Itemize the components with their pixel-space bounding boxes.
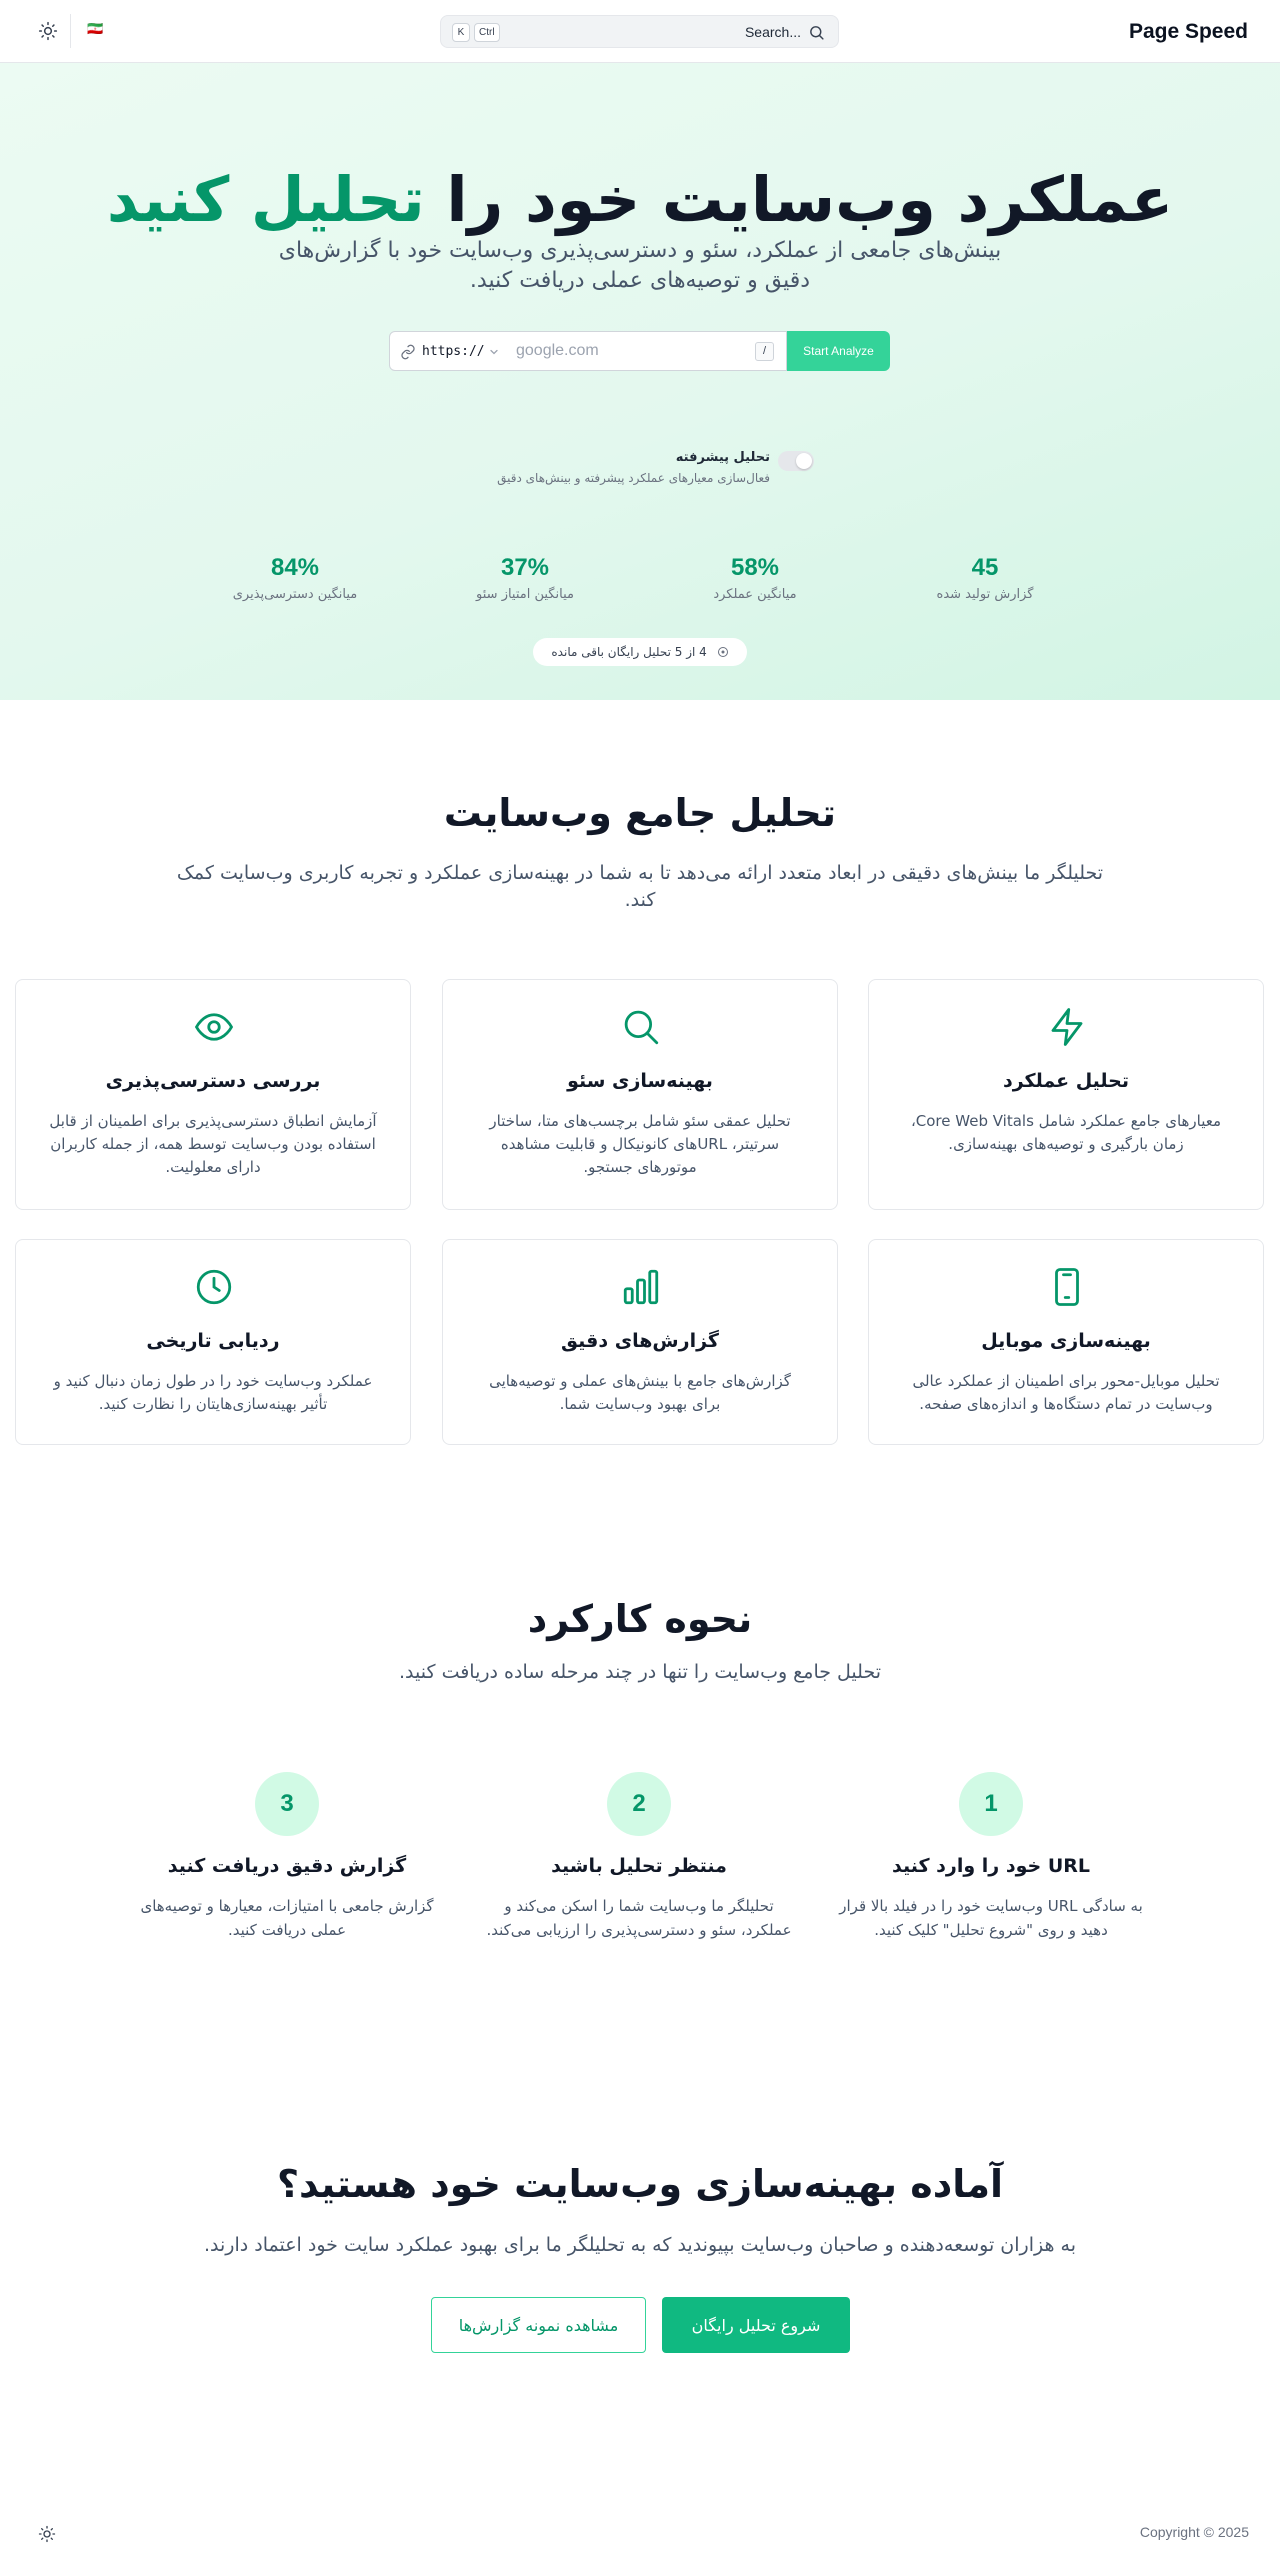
advanced-label: تحلیل پیشرفته [675,450,770,465]
sun-icon[interactable] [38,2525,56,2543]
search-icon [808,24,825,41]
features-section [0,700,1280,1556]
feature-card-mobile [868,1239,1264,1445]
card-description: آزمایش انطباق دسترسی‌پذیری برای اطمینان از قابل استفاده بودن وب‌سایت توسط همه، از جمله کاربران دارای معلولیت. [49,1112,377,1176]
language-switch[interactable]: 🇮🇷 [87,22,104,37]
cta-section [0,2101,1280,2514]
step-title: گزارش دقیق دریافت کنید [167,1855,407,1877]
url-input[interactable] [512,331,787,371]
scheme-value: https:// [422,344,485,359]
advanced-description: فعال‌سازی معیارهای عملکرد پیشرفته و بینش‌های دقیق [497,471,770,485]
feature-card-reports [442,1239,838,1445]
view-sample-reports-button[interactable]: مشاهده نمونه گزارش‌ها [431,2297,646,2353]
feature-card-performance [868,979,1264,1210]
how-it-works-section [0,1556,1280,2101]
step-3 [112,1772,462,1942]
header-divider [70,14,71,48]
feature-card-accessibility [15,979,411,1210]
card-description: معیارهای جامع عملکرد شامل Core Web Vitals، زمان بارگیری و توصیه‌های بهینه‌سازی. [910,1112,1222,1153]
card-title: بهینه‌سازی موبایل [981,1330,1151,1352]
copyright-text: Copyright © 2025 [1139,2524,1249,2540]
card-description: تحلیل عمقی سئو شامل برچسب‌های متا، ساختار سرتیتر، URLهای کانونیکال و قابلیت مشاهده موتورهای جستجو. [489,1112,791,1176]
brand-logo[interactable]: Page Speed [1128,20,1248,43]
card-description: عملکرد وب‌سایت خود را در طول زمان دنبال کنید و تأثیر بهینه‌سازی‌هایتان را نظارت کنید. [53,1372,373,1413]
start-free-analysis-button[interactable]: شروع تحلیل رایگان [662,2297,850,2353]
card-title: بهینه‌سازی سئو [567,1070,713,1092]
stat-accessibility [180,553,410,602]
card-title: گزارش‌های دقیق [561,1330,719,1352]
hero-title-main: عملکرد وب‌سایت خود را [446,163,1174,236]
bar-chart-icon [620,1266,662,1308]
stat-value: 58% [730,554,780,581]
step-description: به سادگی URL وب‌سایت خود را در فیلد بالا قرار دهید و روی "شروع تحلیل" کلیک کنید. [839,1897,1143,1939]
stat-value: 37% [500,554,550,581]
step-number: 1 [959,1772,1023,1836]
hero-section [0,63,1280,700]
toggle-knob [796,453,812,469]
cta-subtitle: به هزاران توسعه‌دهنده و صاحبان وب‌سایت بپیوندید که به تحلیلگر ما برای بهبود عملکرد سایت خود اعتماد دارند. [204,2234,1076,2256]
search-placeholder: Search... [744,24,801,40]
step-title: منتظر تحلیل باشید [551,1855,727,1877]
features-subtitle: تحلیلگر ما بینش‌های دقیقی در ابعاد متعدد ارائه می‌دهد تا به شما در بهینه‌سازی عملکرد و تجربه کاربری وب‌سایت کمک کند. [176,862,1104,911]
quota-text: 4 از 5 تحلیل رایگان باقی مانده [551,645,707,659]
stat-label: میانگین امتیاز سئو [476,587,574,602]
step-number: 3 [255,1772,319,1836]
bolt-icon [1046,1006,1088,1048]
stat-label: میانگین دسترسی‌پذیری [232,587,358,602]
step-description: گزارش جامعی با امتیازات، معیارها و توصیه‌های عملی دریافت کنید. [140,1897,434,1939]
chevron-down-icon [488,346,500,358]
top-navbar [0,0,1280,63]
hero-title-accent: تحلیل کنید [106,163,425,236]
step-1 [816,1772,1166,1942]
search-box[interactable] [440,15,839,48]
analyze-form [389,331,890,371]
stat-value: 84% [270,554,320,581]
shortcut-key-ctrl: Ctrl [474,23,500,42]
step-description: تحلیلگر ما وب‌سایت شما را اسکن می‌کند و عملکرد، سئو و دسترسی‌پذیری را ارزیابی می‌کند. [486,1897,792,1939]
stat-reports [870,553,1100,602]
stat-label: گزارش تولید شده [936,587,1034,602]
hero-subtitle: بینش‌های جامعی از عملکرد، سئو و دسترسی‌پذیری وب‌سایت خود با گزارش‌های دقیق و توصیه‌های عملی دریافت کنید. [278,238,1002,293]
card-title: بررسی دسترسی‌پذیری [105,1070,321,1092]
stat-seo [410,553,640,602]
free-quota-badge [533,638,747,666]
stat-label: میانگین عملکرد [713,587,797,602]
eye-icon [193,1006,235,1048]
card-description: گزارش‌های جامع با بینش‌های عملی و توصیه‌هایی برای بهبود وب‌سایت شما. [489,1372,791,1413]
advanced-toggle[interactable] [778,451,814,471]
card-title: ردیابی تاریخی [146,1330,280,1352]
link-icon [400,344,416,360]
feature-card-seo [442,979,838,1210]
sun-icon[interactable] [38,21,58,41]
info-circle-icon [717,646,729,658]
cta-title: آماده بهینه‌سازی وب‌سایت خود هستید؟ [276,2162,1004,2206]
how-title: نحوه کارکرد [527,1597,753,1641]
step-2 [464,1772,814,1942]
start-analyze-button[interactable]: Start Analyze [787,331,890,371]
how-subtitle: تحلیل جامع وب‌سایت را تنها در چند مرحله ساده دریافت کنید. [399,1661,881,1683]
features-title: تحلیل جامع وب‌سایت [443,791,837,835]
shortcut-key-k: K [452,23,470,42]
stat-value: 45 [971,554,999,581]
step-number: 2 [607,1772,671,1836]
clock-icon [193,1266,235,1308]
search-icon [620,1006,662,1048]
feature-card-history [15,1239,411,1445]
stat-performance [640,553,870,602]
slash-shortcut: / [755,342,774,361]
hero-title [0,155,1280,245]
step-title: URL خود را وارد کنید [892,1855,1090,1877]
footer [0,2514,1280,2567]
card-title: تحلیل عملکرد [1002,1070,1129,1092]
scheme-select[interactable] [389,331,513,371]
mobile-icon [1046,1266,1088,1308]
card-description: تحلیل موبایل-محور برای اطمینان از عملکرد عالی وب‌سایت در تمام دستگاه‌ها و اندازه‌های صفحه. [912,1372,1220,1413]
